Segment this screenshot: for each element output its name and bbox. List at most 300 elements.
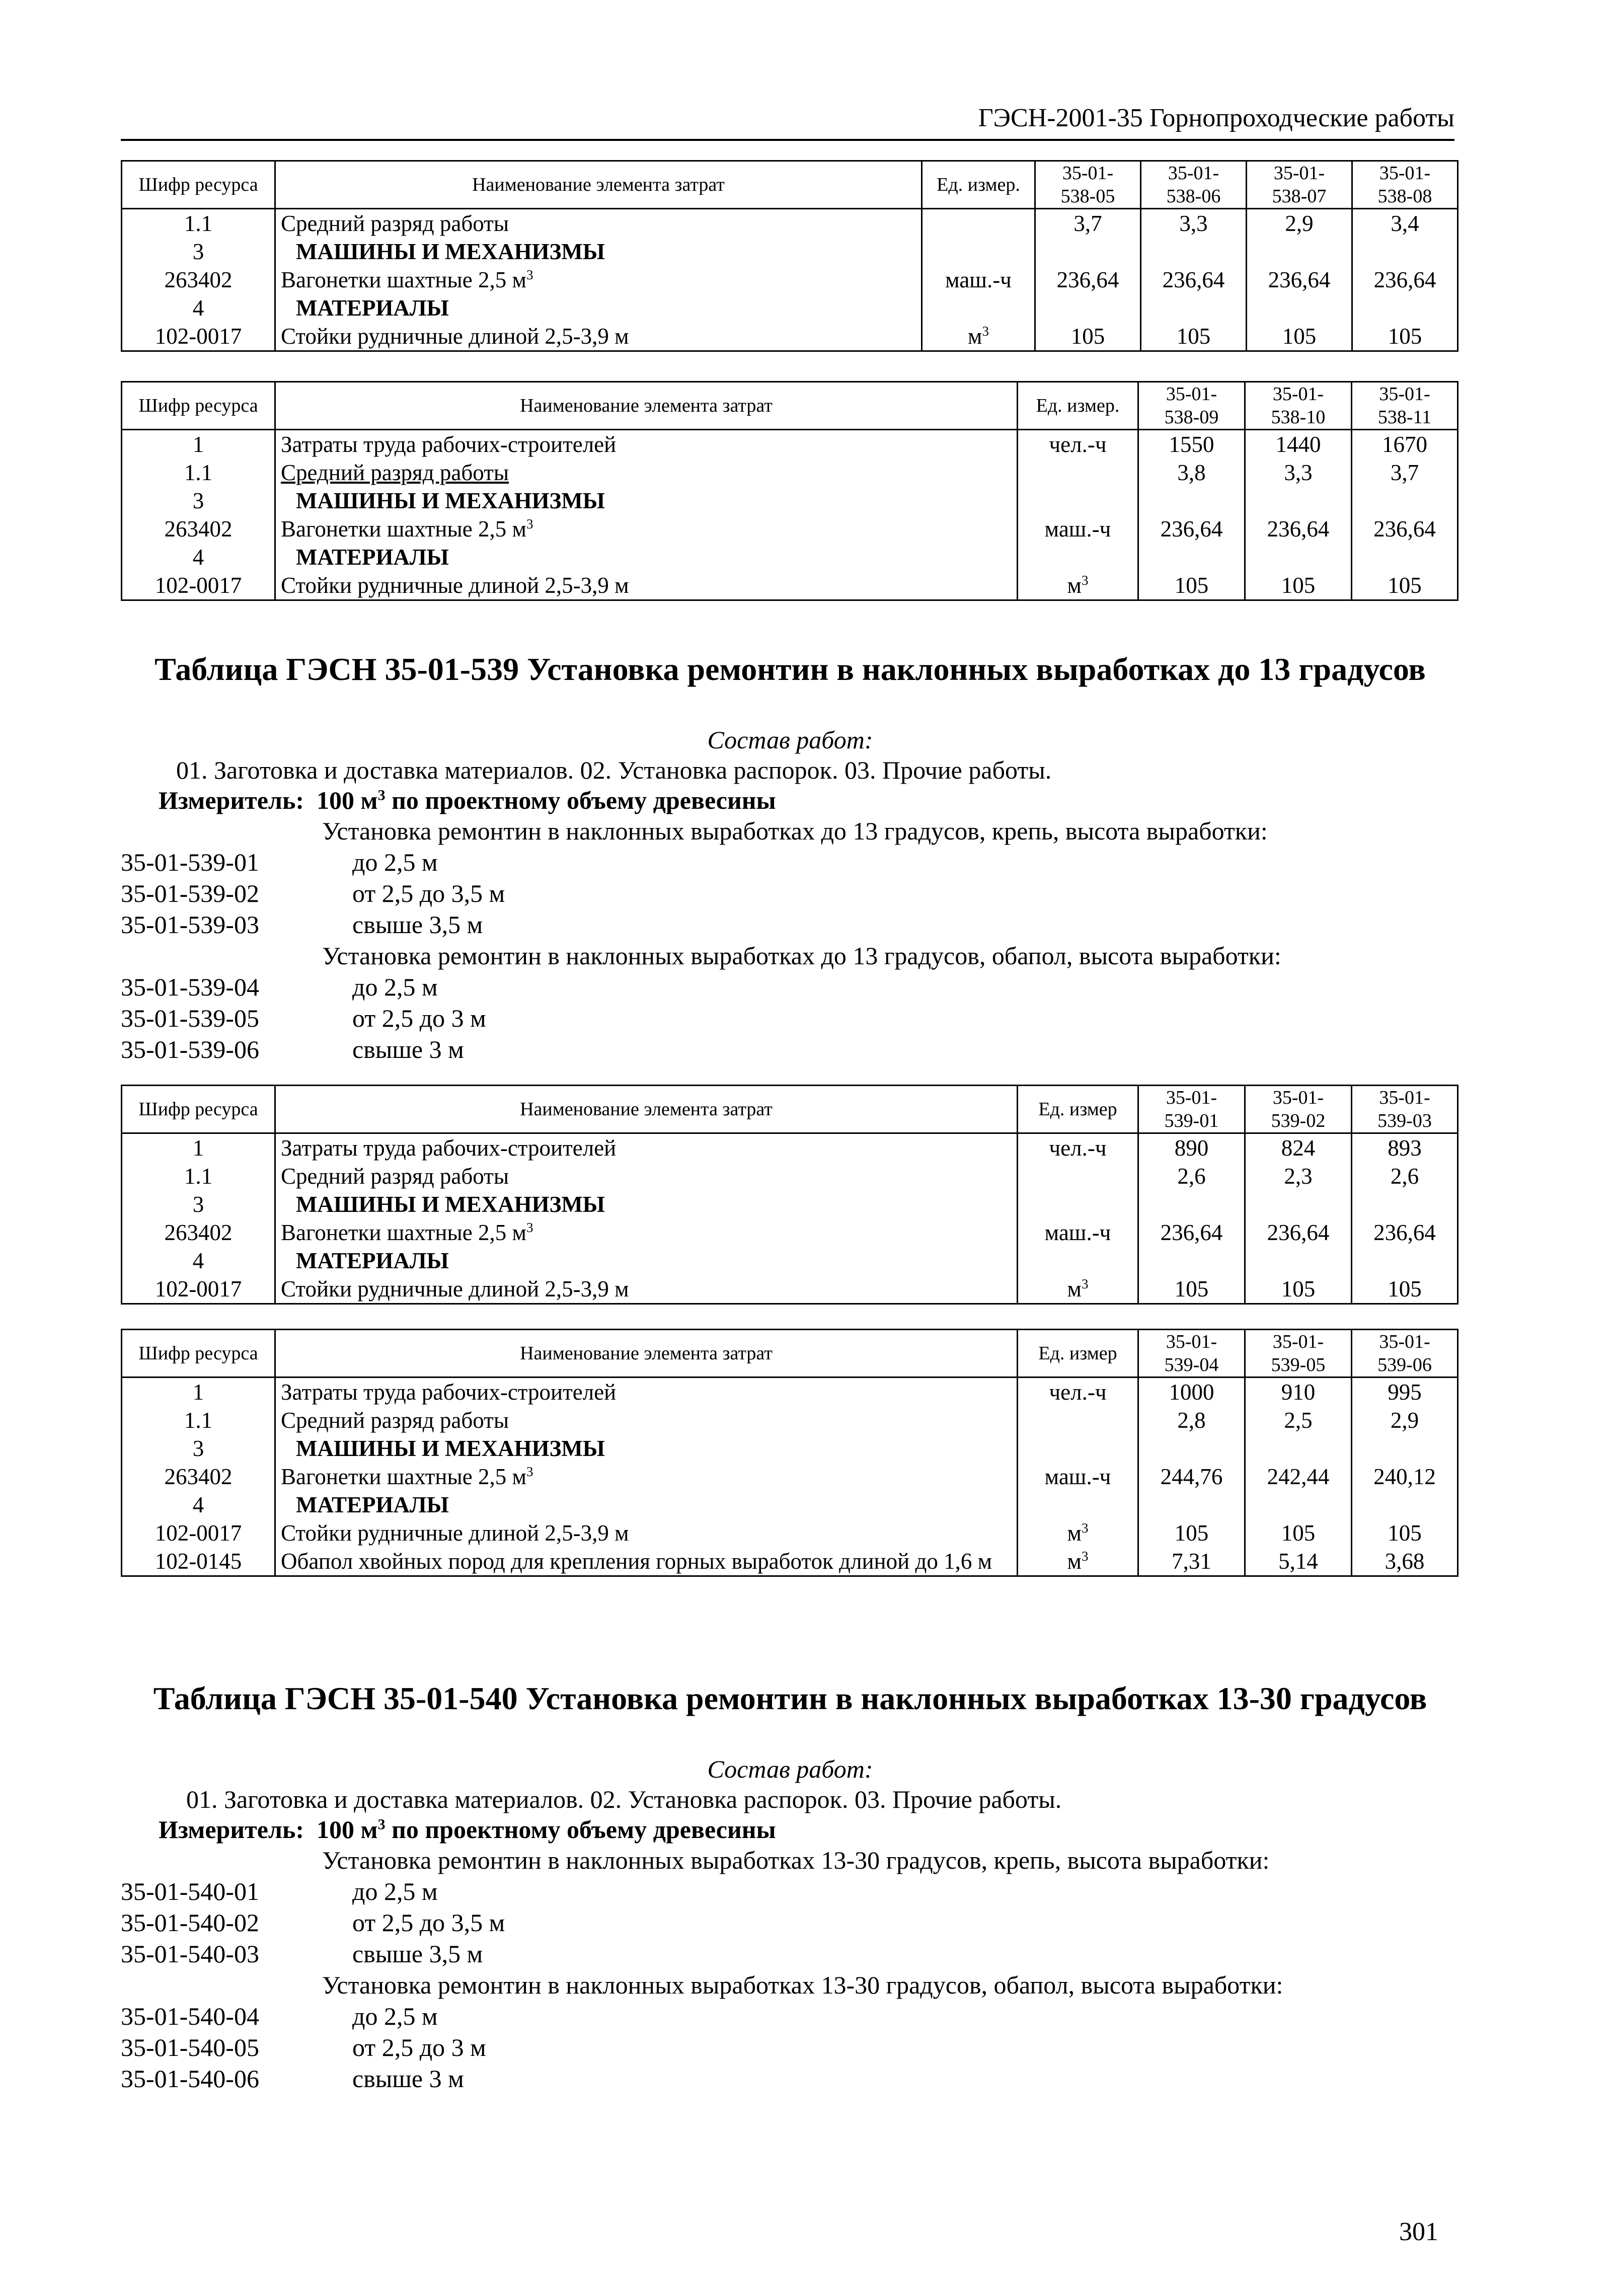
norm-value: 105 — [1141, 322, 1247, 351]
resource-name — [275, 266, 922, 294]
norm-value: 244,76 — [1138, 1463, 1245, 1491]
norm-value: 2,6 — [1138, 1162, 1245, 1190]
resource-name-text: Затраты труда рабочих-строителей — [281, 1135, 617, 1161]
resource-name-text: Стойки рудничные длиной 2,5-3,9 м — [281, 573, 629, 598]
unit-of-measure — [1018, 1377, 1138, 1407]
resource-name — [275, 1463, 1018, 1491]
resource-code: 263402 — [122, 266, 275, 294]
measurement-label: Измеритель: — [159, 786, 304, 814]
rate-code-line1: 35-01- — [1272, 1087, 1324, 1108]
table-row — [122, 322, 1458, 351]
resource-code: 102-0017 — [122, 1519, 275, 1547]
unit-text: маш.-ч — [1044, 516, 1111, 542]
rate-code-line1: 35-01- — [1272, 1331, 1324, 1352]
norm-value: 2,6 — [1352, 1162, 1458, 1190]
table-section-row — [122, 543, 1458, 571]
rate-code-line1: 35-01- — [1272, 384, 1324, 405]
unit-of-measure — [1018, 1247, 1138, 1275]
norm-value: 105 — [1245, 571, 1352, 600]
resource-table-538-09-11 — [121, 381, 1458, 601]
resource-name — [275, 209, 922, 238]
norm-value: 893 — [1352, 1133, 1458, 1163]
rate-code-line2: 538-10 — [1271, 407, 1326, 428]
unit-superscript: 3 — [526, 516, 533, 531]
resource-code: 4 — [122, 1491, 275, 1519]
norm-value — [1247, 238, 1352, 266]
table-section-row — [122, 1247, 1458, 1275]
resource-code: 102-0017 — [122, 322, 275, 351]
norm-value — [1035, 294, 1141, 322]
measurement-value: 100 м — [317, 1815, 378, 1844]
table-row — [122, 1162, 1458, 1190]
resource-name-text: МАТЕРИАЛЫ — [296, 1248, 449, 1273]
rate-code-line1: 35-01- — [1166, 1087, 1217, 1108]
resource-code: 4 — [122, 1247, 275, 1275]
table-section-row — [122, 1434, 1458, 1463]
resource-table-538-05-08 — [121, 160, 1458, 352]
norm-value — [1352, 1190, 1458, 1218]
table-row — [122, 1218, 1458, 1247]
norm-description: до 2,5 м — [352, 2002, 438, 2030]
unit-of-measure — [1018, 1434, 1138, 1463]
measurement-value: 100 м — [317, 786, 378, 814]
table-section-row — [122, 487, 1458, 515]
table-section-row — [122, 1491, 1458, 1519]
norm-description: до 2,5 м — [352, 1877, 438, 1905]
unit-of-measure — [1018, 1133, 1138, 1163]
unit-text: м — [1067, 1549, 1082, 1574]
unit-of-measure — [1018, 543, 1138, 571]
norm-value — [1141, 294, 1247, 322]
resource-code: 1 — [122, 1377, 275, 1407]
resource-code: 1.1 — [122, 1406, 275, 1434]
norm-value: 236,64 — [1352, 266, 1458, 294]
resource-name-text: Средний разряд работы — [281, 460, 509, 485]
col-header-rate — [1138, 382, 1245, 430]
section-name — [275, 1190, 1018, 1218]
norm-code: 35-01-539-02 — [121, 879, 259, 907]
unit-superscript: 3 — [1081, 1520, 1089, 1536]
norm-group-intro: Установка ремонтин в наклонных выработках 13-30 градусов, обапол, высота выработки: — [322, 1971, 1283, 1999]
section-name — [275, 543, 1018, 571]
section-name — [275, 487, 1018, 515]
norm-code: 35-01-539-06 — [121, 1035, 259, 1063]
norm-value — [1245, 1190, 1352, 1218]
unit-of-measure — [1018, 515, 1138, 543]
norm-description: свыше 3,5 м — [352, 910, 483, 939]
norm-code: 35-01-540-06 — [121, 2064, 259, 2093]
norm-value: 105 — [1352, 571, 1458, 600]
rate-code-line1: 35-01- — [1062, 163, 1114, 184]
resource-code: 263402 — [122, 515, 275, 543]
unit-of-measure — [1018, 1463, 1138, 1491]
norm-value — [1245, 1247, 1352, 1275]
resource-code: 102-0017 — [122, 571, 275, 600]
norm-value — [1138, 1491, 1245, 1519]
norm-description: до 2,5 м — [352, 848, 438, 876]
unit-of-measure — [1018, 1218, 1138, 1247]
resource-table-539-01-03 — [121, 1085, 1458, 1305]
norm-description: от 2,5 до 3,5 м — [352, 879, 505, 907]
norm-value: 236,64 — [1247, 266, 1352, 294]
resource-table-539-04-06 — [121, 1329, 1458, 1577]
norm-code: 35-01-540-03 — [121, 1940, 259, 1968]
norm-value: 1550 — [1138, 430, 1245, 459]
table-row — [122, 430, 1458, 459]
resource-code: 263402 — [122, 1218, 275, 1247]
unit-of-measure — [1018, 458, 1138, 487]
norm-value — [1138, 1434, 1245, 1463]
col-header-rate — [1352, 382, 1458, 430]
unit-text: чел.-ч — [1049, 432, 1107, 457]
rate-code-line2: 538-07 — [1272, 186, 1327, 207]
rate-code-line1: 35-01- — [1379, 1331, 1430, 1352]
rate-code-line2: 539-03 — [1377, 1110, 1432, 1131]
norm-value: 105 — [1352, 322, 1458, 351]
resource-name-text: Вагонетки шахтные 2,5 м — [281, 1220, 526, 1245]
col-header-rate — [1245, 1330, 1352, 1377]
norm-value — [1138, 543, 1245, 571]
unit-of-measure — [922, 322, 1035, 351]
norm-value: 105 — [1352, 1519, 1458, 1547]
resource-name-text: МАТЕРИАЛЫ — [296, 545, 449, 570]
page-number: 301 — [1399, 2217, 1438, 2246]
norm-value — [1352, 1434, 1458, 1463]
resource-name-text: Средний разряд работы — [281, 1408, 509, 1433]
norm-value: 3,7 — [1035, 209, 1141, 238]
table-row — [122, 1133, 1458, 1163]
section-name — [275, 1434, 1018, 1463]
running-header: ГЭСН-2001-35 Горнопроходческие работы — [121, 101, 1454, 141]
resource-name-text: Вагонетки шахтные 2,5 м — [281, 1464, 526, 1489]
norm-value — [1245, 487, 1352, 515]
norm-code: 35-01-540-02 — [121, 1908, 259, 1937]
rate-code-line2: 539-06 — [1377, 1354, 1432, 1375]
measurement-basis: по проектному объему древесины — [385, 786, 776, 814]
table-row — [122, 458, 1458, 487]
norm-value: 105 — [1035, 322, 1141, 351]
norm-value — [1245, 1434, 1352, 1463]
work-composition-caption: Состав работ: — [707, 1755, 873, 1783]
norm-value: 105 — [1247, 322, 1352, 351]
norm-value: 3,7 — [1352, 458, 1458, 487]
norm-group-intro: Установка ремонтин в наклонных выработках до 13 градусов, крепь, высота выработки: — [322, 817, 1268, 845]
unit-of-measure — [1018, 430, 1138, 459]
unit-of-measure — [1018, 1190, 1138, 1218]
resource-name-text: Стойки рудничные длиной 2,5-3,9 м — [281, 324, 629, 349]
unit-text: чел.-ч — [1049, 1380, 1107, 1405]
col-header-name: Наименование элемента затрат — [275, 1330, 1018, 1377]
col-header-code: Шифр ресурса — [122, 161, 275, 209]
unit-text: маш.-ч — [1044, 1464, 1111, 1489]
resource-code: 3 — [122, 1190, 275, 1218]
col-header-code: Шифр ресурса — [122, 382, 275, 430]
col-header-unit: Ед. измер. — [922, 161, 1035, 209]
work-composition-text: 01. Заготовка и доставка материалов. 02. Установка распорок. 03. Прочие работы. — [186, 1785, 1062, 1813]
table-row — [122, 571, 1458, 600]
resource-name-text: МАШИНЫ И МЕХАНИЗМЫ — [296, 488, 605, 513]
norm-value: 5,14 — [1245, 1547, 1352, 1576]
norm-value: 2,3 — [1245, 1162, 1352, 1190]
rate-code-line2: 539-04 — [1164, 1354, 1219, 1375]
resource-name — [275, 1377, 1018, 1407]
norm-value — [1352, 294, 1458, 322]
unit-superscript: 3 — [526, 267, 533, 282]
col-header-code: Шифр ресурса — [122, 1330, 275, 1377]
norm-description: свыше 3 м — [352, 2064, 464, 2093]
norm-code: 35-01-539-03 — [121, 910, 259, 939]
norm-value: 2,9 — [1352, 1406, 1458, 1434]
norm-value: 995 — [1352, 1377, 1458, 1407]
norm-value: 2,8 — [1138, 1406, 1245, 1434]
unit-of-measure — [922, 294, 1035, 322]
norm-value: 1440 — [1245, 430, 1352, 459]
col-header-rate — [1352, 1330, 1458, 1377]
unit-text: м — [968, 324, 982, 349]
norm-group-intro: Установка ремонтин в наклонных выработках 13-30 градусов, крепь, высота выработки: — [322, 1846, 1270, 1874]
resource-name-text: МАШИНЫ И МЕХАНИЗМЫ — [296, 1192, 605, 1217]
col-header-rate — [1247, 161, 1352, 209]
norm-value: 3,3 — [1141, 209, 1247, 238]
norm-value: 105 — [1138, 1519, 1245, 1547]
col-header-rate — [1245, 1086, 1352, 1133]
rate-code-line2: 538-06 — [1166, 186, 1221, 207]
unit-of-measure — [1018, 1491, 1138, 1519]
unit-superscript: 3 — [982, 324, 989, 339]
norm-value: 105 — [1352, 1275, 1458, 1304]
resource-code: 263402 — [122, 1463, 275, 1491]
unit-text: маш.-ч — [945, 267, 1012, 292]
unit-of-measure — [1018, 571, 1138, 600]
norm-value: 236,64 — [1352, 515, 1458, 543]
norm-value — [1245, 1491, 1352, 1519]
col-header-rate — [1352, 161, 1458, 209]
norm-description: до 2,5 м — [352, 973, 438, 1001]
norm-value — [1141, 238, 1247, 266]
resource-name-text: Стойки рудничные длиной 2,5-3,9 м — [281, 1520, 629, 1546]
rate-code-line1: 35-01- — [1166, 384, 1217, 405]
norm-value: 1670 — [1352, 430, 1458, 459]
norm-value: 105 — [1245, 1275, 1352, 1304]
norm-code: 35-01-539-04 — [121, 973, 259, 1001]
norm-value: 236,64 — [1141, 266, 1247, 294]
resource-name — [275, 1133, 1018, 1163]
resource-code: 3 — [122, 238, 275, 266]
resource-name-text: Вагонетки шахтные 2,5 м — [281, 516, 526, 542]
resource-code: 102-0017 — [122, 1275, 275, 1304]
resource-name — [275, 1218, 1018, 1247]
norm-value: 242,44 — [1245, 1463, 1352, 1491]
col-header-rate — [1352, 1086, 1458, 1133]
unit-of-measure — [1018, 1547, 1138, 1576]
norm-description: от 2,5 до 3 м — [352, 1004, 486, 1032]
unit-of-measure — [922, 238, 1035, 266]
table-row — [122, 515, 1458, 543]
measurement-unit — [159, 785, 776, 815]
norm-value — [1352, 1491, 1458, 1519]
norm-description: свыше 3,5 м — [352, 1940, 483, 1968]
col-header-rate — [1141, 161, 1247, 209]
norm-code: 35-01-539-05 — [121, 1004, 259, 1032]
norm-value — [1138, 1190, 1245, 1218]
table-section-row — [122, 238, 1458, 266]
norm-group-intro: Установка ремонтин в наклонных выработках до 13 градусов, обапол, высота выработки: — [322, 942, 1281, 970]
table-row — [122, 1406, 1458, 1434]
resource-name-text: Затраты труда рабочих-строителей — [281, 1380, 617, 1405]
measurement-label: Измеритель: — [159, 1815, 304, 1844]
col-header-name: Наименование элемента затрат — [275, 382, 1018, 430]
resource-name-text: Обапол хвойных пород для крепления горных выработок длиной до 1,6 м — [281, 1549, 992, 1574]
resource-name — [275, 458, 1018, 487]
norm-value — [1247, 294, 1352, 322]
resource-name-text: Стойки рудничные длиной 2,5-3,9 м — [281, 1276, 629, 1302]
unit-of-measure — [922, 209, 1035, 238]
norm-code: 35-01-540-05 — [121, 2033, 259, 2061]
unit-superscript: 3 — [1081, 1549, 1089, 1564]
rate-code-line2: 539-02 — [1271, 1110, 1326, 1131]
resource-code: 1 — [122, 430, 275, 459]
unit-superscript: 3 — [526, 1220, 533, 1235]
resource-name — [275, 571, 1018, 600]
unit-of-measure — [1018, 487, 1138, 515]
norm-value: 1000 — [1138, 1377, 1245, 1407]
norm-value: 236,64 — [1138, 1218, 1245, 1247]
resource-code: 1.1 — [122, 209, 275, 238]
rate-code-line2: 538-09 — [1164, 407, 1219, 428]
norm-value: 105 — [1138, 571, 1245, 600]
norm-value: 236,64 — [1245, 1218, 1352, 1247]
rate-code-line2: 538-08 — [1377, 186, 1432, 207]
norm-value — [1245, 543, 1352, 571]
norm-code: 35-01-539-01 — [121, 848, 259, 876]
norm-value: 236,64 — [1352, 1218, 1458, 1247]
norm-value: 7,31 — [1138, 1547, 1245, 1576]
resource-code: 1.1 — [122, 458, 275, 487]
rate-code-line1: 35-01- — [1379, 384, 1430, 405]
unit-of-measure — [1018, 1162, 1138, 1190]
norm-value: 910 — [1245, 1377, 1352, 1407]
section-title-540: Таблица ГЭСН 35-01-540 Установка ремонтин в наклонных выработках 13-30 градусов — [153, 1680, 1427, 1716]
unit-of-measure — [1018, 1519, 1138, 1547]
norm-value: 105 — [1245, 1519, 1352, 1547]
norm-value — [1035, 238, 1141, 266]
col-header-unit: Ед. измер — [1018, 1086, 1138, 1133]
norm-value — [1352, 1247, 1458, 1275]
rate-code-line1: 35-01- — [1273, 163, 1325, 184]
resource-code: 4 — [122, 294, 275, 322]
resource-name — [275, 430, 1018, 459]
unit-of-measure — [922, 266, 1035, 294]
norm-value — [1352, 238, 1458, 266]
work-composition-caption: Состав работ: — [707, 726, 873, 754]
table-row — [122, 209, 1458, 238]
table-row — [122, 1275, 1458, 1304]
unit-superscript: 3 — [526, 1464, 533, 1479]
resource-name-text: МАТЕРИАЛЫ — [296, 295, 449, 321]
resource-name-text: МАШИНЫ И МЕХАНИЗМЫ — [296, 1436, 605, 1461]
col-header-name: Наименование элемента затрат — [275, 161, 922, 209]
resource-name-text: МАШИНЫ И МЕХАНИЗМЫ — [296, 239, 605, 264]
unit-of-measure — [1018, 1275, 1138, 1304]
norm-value: 105 — [1138, 1275, 1245, 1304]
col-header-rate — [1035, 161, 1141, 209]
norm-value: 824 — [1245, 1133, 1352, 1163]
resource-name — [275, 1162, 1018, 1190]
norm-value — [1138, 1247, 1245, 1275]
resource-code: 1 — [122, 1133, 275, 1163]
norm-value: 3,8 — [1138, 458, 1245, 487]
norm-value — [1352, 543, 1458, 571]
norm-value: 236,64 — [1138, 515, 1245, 543]
unit-text: м — [1067, 1276, 1082, 1302]
measurement-superscript: 3 — [377, 1816, 386, 1833]
col-header-unit: Ед. измер. — [1018, 382, 1138, 430]
col-header-rate — [1245, 382, 1352, 430]
col-header-code: Шифр ресурса — [122, 1086, 275, 1133]
table-section-row — [122, 1190, 1458, 1218]
col-header-rate — [1138, 1086, 1245, 1133]
resource-name-text: Средний разряд работы — [281, 1164, 509, 1189]
section-name — [275, 294, 922, 322]
norm-description: от 2,5 до 3,5 м — [352, 1908, 505, 1937]
unit-text: маш.-ч — [1044, 1220, 1111, 1245]
norm-value: 240,12 — [1352, 1463, 1458, 1491]
norm-value: 236,64 — [1245, 515, 1352, 543]
norm-value: 3,3 — [1245, 458, 1352, 487]
unit-of-measure — [1018, 1406, 1138, 1434]
unit-text: чел.-ч — [1049, 1135, 1107, 1161]
col-header-unit: Ед. измер — [1018, 1330, 1138, 1377]
resource-name — [275, 1547, 1018, 1576]
norm-value: 2,5 — [1245, 1406, 1352, 1434]
unit-superscript: 3 — [1081, 1276, 1089, 1291]
rate-code-line1: 35-01- — [1166, 1331, 1217, 1352]
table-row — [122, 1377, 1458, 1407]
unit-text: м — [1067, 573, 1082, 598]
resource-name-text: Вагонетки шахтные 2,5 м — [281, 267, 526, 292]
unit-text: м — [1067, 1520, 1082, 1546]
norm-value: 3,68 — [1352, 1547, 1458, 1576]
col-header-rate — [1138, 1330, 1245, 1377]
work-composition-text: 01. Заготовка и доставка материалов. 02. Установка распорок. 03. Прочие работы. — [176, 756, 1052, 784]
section-title-539: Таблица ГЭСН 35-01-539 Установка ремонтин в наклонных выработках до 13 градусов — [155, 651, 1426, 687]
section-name — [275, 1491, 1018, 1519]
resource-code: 102-0145 — [122, 1547, 275, 1576]
norm-value — [1138, 487, 1245, 515]
resource-code: 3 — [122, 1434, 275, 1463]
measurement-unit — [159, 1814, 776, 1845]
resource-name-text: Средний разряд работы — [281, 211, 509, 236]
section-name — [275, 1247, 1018, 1275]
resource-code: 1.1 — [122, 1162, 275, 1190]
col-header-name: Наименование элемента затрат — [275, 1086, 1018, 1133]
resource-name — [275, 1275, 1018, 1304]
norm-value: 890 — [1138, 1133, 1245, 1163]
table-row — [122, 1463, 1458, 1491]
table-row — [122, 1547, 1458, 1576]
section-name — [275, 238, 922, 266]
norm-value: 2,9 — [1247, 209, 1352, 238]
resource-name-text: Затраты труда рабочих-строителей — [281, 432, 617, 457]
rate-code-line1: 35-01- — [1379, 1087, 1430, 1108]
resource-code: 4 — [122, 543, 275, 571]
table-row — [122, 1519, 1458, 1547]
resource-name — [275, 1406, 1018, 1434]
measurement-basis: по проектному объему древесины — [385, 1815, 776, 1844]
resource-name — [275, 322, 922, 351]
resource-name-text: МАТЕРИАЛЫ — [296, 1492, 449, 1517]
measurement-superscript: 3 — [377, 787, 386, 804]
